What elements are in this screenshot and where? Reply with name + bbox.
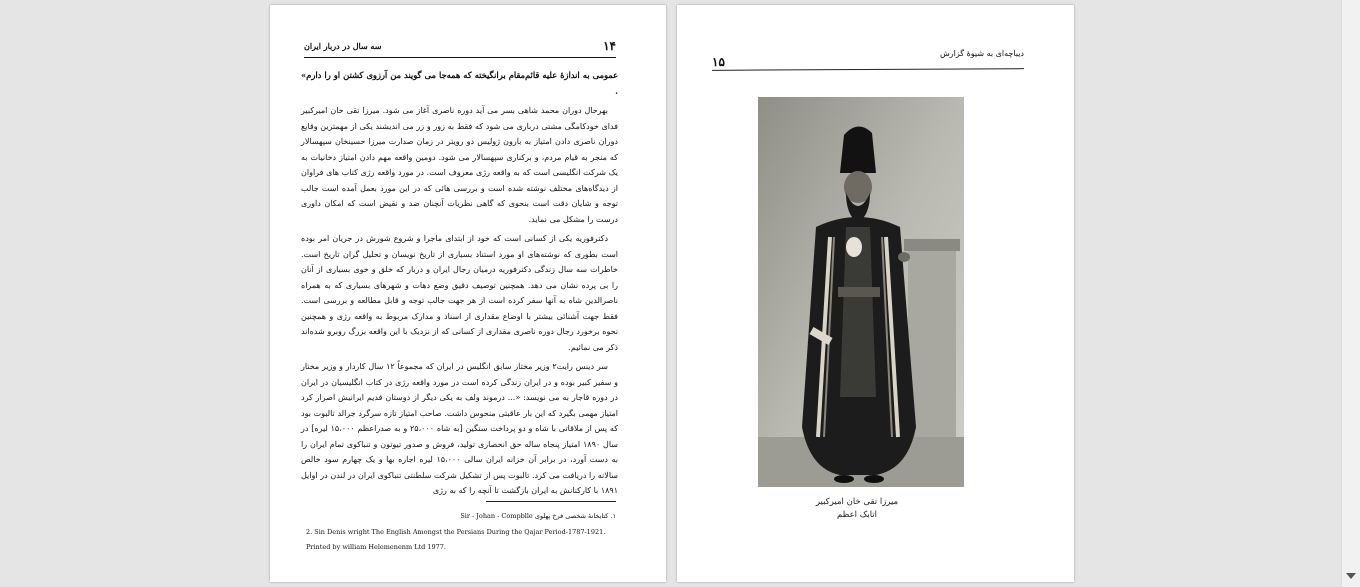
book-page-right (677, 5, 1074, 582)
caption-line: میرزا تقی خان امیرکبیر (815, 497, 899, 507)
paragraph: دکترفوریه یکی از کسانی است که خود از ابتدای ماجرا و شروع شورش در جریان امر بوده است بطوری که نوشته‌های او مورد استناد بسیاری از تاریخ نویسان و تحلیل گران تاریخ است. خاطرات سه سال زندگی دکترفوریه درمیان رجال ایران و دربار که خلق و خوی بسیاری از آنان را بی پرده نشان می دهد. همچنین توصیف دقیق وضع دهات و شهرهای بسیاری که به همراه ناصرالدین شاه به آنها سفر کرده است از هر جهت جالب توجه و قابل مطالعه و بررسی است. فقط جهت آشنائی بیشتر با اوضاع مقداری از اسناد و مدارک مربوط به واقعه رژی و همچنین نحوه برخورد رجال دوره ناصری مقداری از کسانی که از نزدیک با این واقعه بزرگ روبرو شده‌اند ذکر می نمائیم. (301, 234, 618, 352)
footnote-3: Printed by william Helemenenm Ltd 1977. (306, 543, 446, 551)
scroll-down-icon[interactable] (1346, 573, 1356, 579)
portrait-image (758, 97, 964, 487)
book-page-left (270, 5, 666, 582)
portrait-photo (758, 97, 964, 487)
paragraph: عمومی به اندازهٔ علیه قائم‌مقام برانگیخته که همه‌جا می گویند من آرزوی کشتن او را دارم» . (301, 70, 618, 96)
header-rule (712, 68, 1024, 71)
page-number: ۱۴ (603, 39, 616, 53)
photo-caption (777, 496, 937, 522)
running-title: دیباچه‌ای به شیوهٔ گزارش (939, 49, 1024, 58)
page-body-text (301, 68, 618, 503)
running-title: سه سال در دربار ایران (304, 41, 382, 51)
footnote-1: ۱. کتابخانهٔ شخصی فرخ پهلوی Sir - Johan - Compblle (460, 512, 616, 520)
page-number: ۱۵ (712, 55, 725, 69)
page-header (712, 49, 1024, 69)
paragraph: سر دینس رایت۲ وزیر مختار سابق انگلیس در ایران که مجموعاً ۱۲ سال کاردار و وزیر مختار و سفیر کبیر بوده و در ایران زندگی کرده است در مورد واقعه رژی در کتاب انگلیسیان در ایران در دوره قاجار به می نویسد: «... درموند ولف به یکی دیگر از دوستان قدیم ایرانیش اصرار کرد امتیاز مهمی بگیرد که این بار عاقبتی منحوس داشت. صاحب امتیاز تازه سرگرد جرالد تالبوت بود که پس از ملاقاتی با شاه و دو پرداخت سنگین [به شاه ۲۵،۰۰۰ و به صدراعظم ۱۵،۰۰۰ لیره] در سال ۱۸۹۰ امتیاز پنجاه ساله حق انحصاری تولید، فروش و صدور تیوتون و تنباکوی تمام ایران را به دست آورد، در برابر آن خزانه ایران سالی ۱۵،۰۰۰ لیره اجاره بها و یک چهارم سود خالص سالانه را دریافت می کرد. تالبوت پس از تشکیل شرکت سلطنتی تنباکوی ایران در لندن در اوایل ۱۸۹۱ با کارکنانش به ایران بازگشت تا آنچه را که به رژی (301, 362, 619, 495)
page-header (304, 39, 616, 57)
vertical-scrollbar[interactable] (1341, 0, 1360, 587)
footnote-rule (486, 501, 616, 502)
caption-line: اتابک اعظم (836, 510, 878, 520)
header-rule (304, 57, 616, 58)
footnote-2: 2. Sin Denis wright The English Amongst the Persians During the Qajar Period-1787-1921. (306, 528, 606, 536)
paragraph: بهرحال دوران محمد شاهی بسر می آید دوره ناصری آغاز می شود. میرزا تقی خان امیرکبیر فدای خودکامگی مشتی درباری می شود که فقط به زور و زر می اندیشند یکی از مهمترین وقایع دوران ناصری دادن امتیاز به بارون ژولیس دو رویتر در زمان صدارت میرزا حسینخان سپهسالار که منجر به قیام مردم، و برکناری سپهسالار می شود. دومین واقعه مهم دادن امتیاز دخانیات به یک شرکت انگلیسی است که به واقعه رژی معروف است. در مورد واقعه رژی کتاب های فراوان از دیدگاه‌های مختلف نوشته شده است و بررسی هائی که در این مورد بعمل آمده است جالب توجه و شایان دقت است بنحوی که گاهی نظریات آنچنان ضد و نقیض است که امکان داوری درست را مشکل می نماید. (301, 106, 618, 224)
